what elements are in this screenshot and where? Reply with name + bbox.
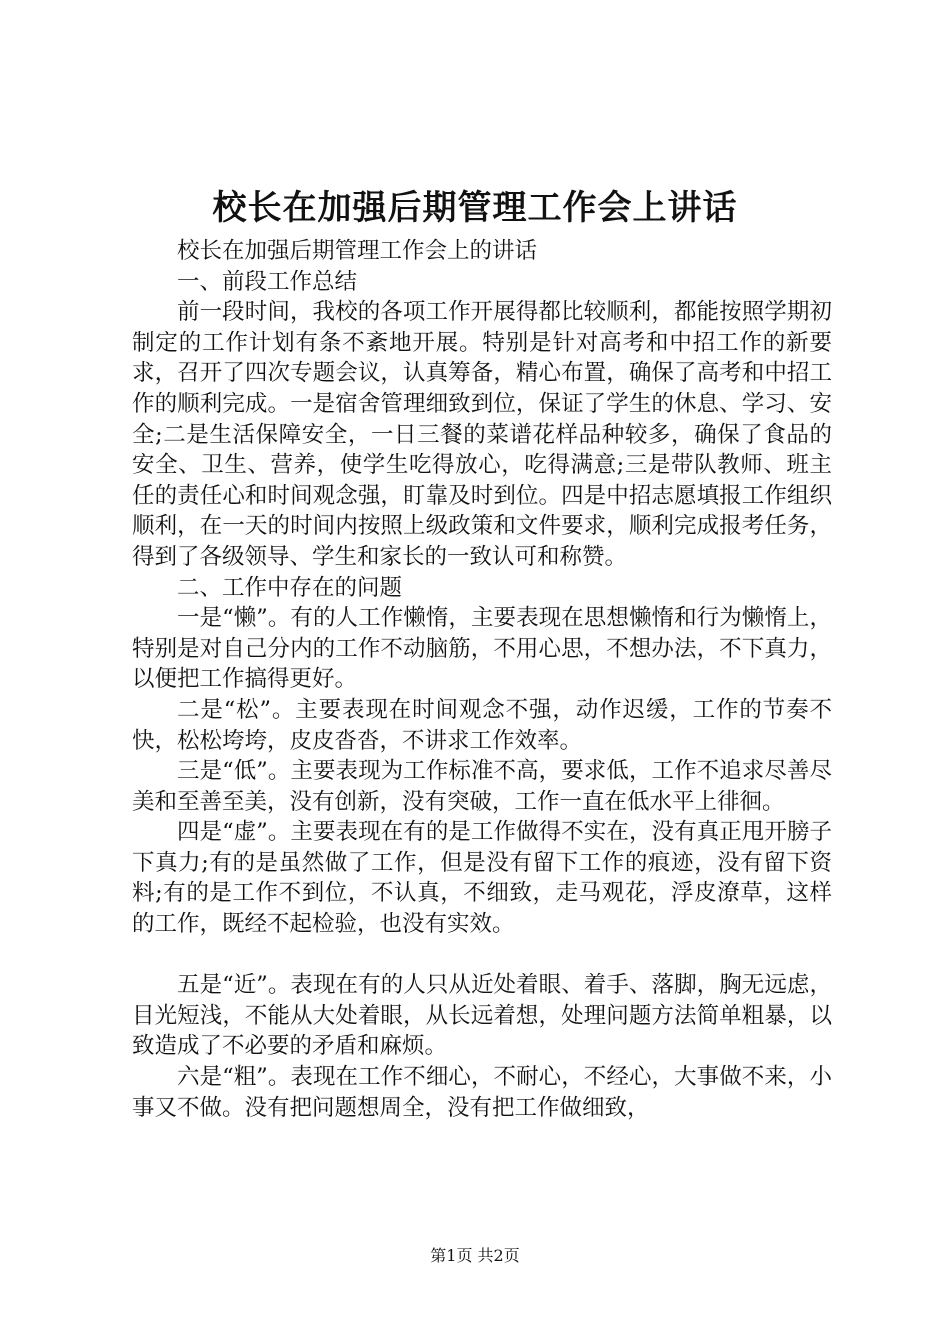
problem-paragraph-3: 三是“低”。主要表现为工作标准不高，要求低，工作不追求尽善尽美和至善至美，没有创新，没有突破，工作一直在低水平上徘徊。 xyxy=(132,758,832,815)
page-title: 校长在加强后期管理工作会上讲话 xyxy=(212,188,738,228)
problem-paragraph-1: 一是“懒”。有的人工作懒惰，主要表现在思想懒惰和行为懒惰上，特别是对自己分内的工作不动脑筋，不用心思，不想办法，不下真力，以便把工作搞得更好。 xyxy=(132,605,832,693)
problem-paragraph-5: 五是“近”。表现在有的人只从近处着眼、着手、落脚，胸无远虑，目光短浅，不能从大处着眼，从长远着想，处理问题方法简单粗暴，以致造成了不必要的矛盾和麻烦。 xyxy=(132,972,832,1060)
problem-paragraph-2: 二是“松”。主要表现在时间观念不强，动作迟缓，工作的节奏不快，松松垮垮，皮皮沓沓，不讲求工作效率。 xyxy=(132,696,832,754)
page-footer: 第1页 共2页 xyxy=(430,1246,520,1265)
section-heading-2: 二、工作中存在的问题 xyxy=(177,574,403,601)
summary-paragraph: 前一段时间，我校的各项工作开展得都比较顺利，都能按照学期初制定的工作计划有条不紊地开展。特别是针对高考和中招工作的新要求，召开了四次专题会议，认真筹备，精心布置，确保了高考和中招工作的顺利完成。一是宿舍管理细致到位，保证了学生的休息、学习、安全;二是生活保障安全，一日三餐的菜谱花样品种较多，确保了食品的安全、卫生、营养，使学生吃得放心，吃得满意;三是带队教师、班主任的责任心和时间观念强，盯靠及时到位。四是中招志愿填报工作组织顺利，在一天的时间内按照上级政策和文件要求，顺利完成报考任务，得到了各级领导、学生和家长的一致认可和称赞。 xyxy=(132,299,832,570)
problem-paragraph-4: 四是“虚”。主要表现在有的是工作做得不实在，没有真正甩开膀子下真力;有的是虽然做了工作，但是没有留下工作的痕迹，没有留下资料;有的是工作不到位，不认真，不细致，走马观花，浮皮潦草，这样的工作，既经不起检验，也没有实效。 xyxy=(132,819,832,938)
problem-paragraph-6: 六是“粗”。表现在工作不细心，不耐心，不经心，大事做不来，小事又不做。没有把问题想周全，没有把工作做细致， xyxy=(132,1064,832,1121)
section-heading-1: 一、前段工作总结 xyxy=(177,268,358,295)
document-body xyxy=(132,236,832,1123)
subtitle-paragraph: 校长在加强后期管理工作会上的讲话 xyxy=(177,238,538,264)
